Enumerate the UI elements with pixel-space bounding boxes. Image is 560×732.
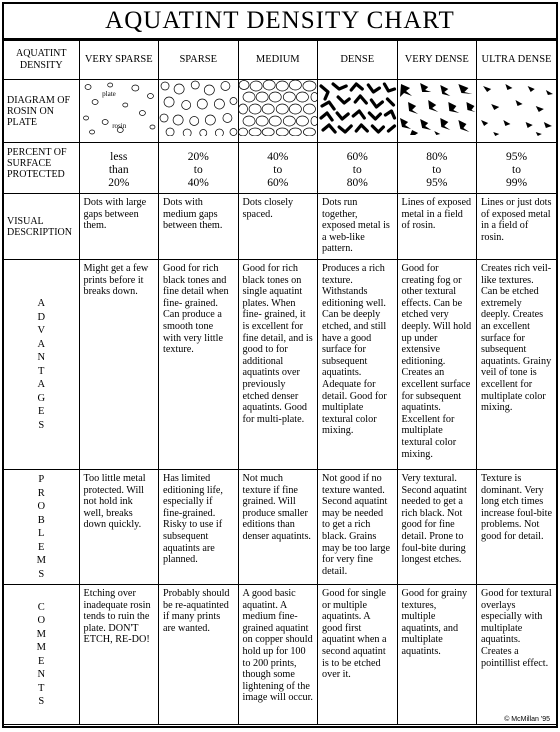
percent-text: 60% — [346, 151, 368, 163]
percent-text: 20% — [187, 151, 209, 163]
advantages-cell: Produces a rich texture. Withstands editioning well. Can be deeply etched, and still have a good surface for subsequent aquatints. Adequate for detail. Good for multiplate textural color mixing. — [318, 260, 398, 470]
col-header: MEDIUM — [238, 41, 318, 80]
comments-cell: Good for textural overlays especially with multiplate aquatints. Creates a pointillist effect. — [477, 585, 557, 725]
percent-text: 99% — [505, 177, 528, 189]
label-letter: D — [37, 311, 46, 323]
advantages-cell: Might get a few prints before it breaks down. — [79, 260, 159, 470]
advantages-cell: Good for rich black tones and fine detail when fine- grained. Can produce a smooth tone with very little texture. — [159, 260, 239, 470]
col-header: ULTRA DENSE — [477, 41, 557, 80]
medium-diagram — [239, 80, 318, 136]
diagram-row — [4, 80, 556, 143]
label-letter: A — [37, 298, 46, 309]
percent-cell — [318, 143, 398, 194]
chart-sheet — [2, 2, 558, 728]
comments-row — [4, 585, 556, 725]
col-header: VERY DENSE — [397, 41, 477, 80]
visual-cell: Dots run together, exposed metal is a web-like pattern. — [318, 194, 398, 260]
percent-text: 40% — [187, 177, 209, 189]
corner-label: AQUATINT DENSITY — [4, 41, 79, 80]
advantages-row — [4, 260, 556, 470]
very-dense-diagram — [398, 80, 477, 136]
label-letter: E — [38, 406, 45, 417]
percent-cell — [238, 143, 318, 194]
label-letter: N — [37, 669, 46, 680]
label-letter: S — [38, 419, 45, 431]
problems-cell: Has limited editioning life, especially if fine-grained. Risky to use if subsequent aquatints are planned. — [159, 470, 239, 585]
percent-text: to — [193, 164, 203, 176]
label-letter: M — [36, 642, 46, 653]
problems-cell: Not much texture if fine grained. Will produce smaller editions than denser aquatints. — [238, 470, 318, 585]
problems-cell: Very textural. Second aquatint needed to get a rich black. Not good for fine detail. Prone to foul-bite during longest etches. — [397, 470, 477, 585]
rosin-label: rosin — [111, 122, 126, 130]
percent-text: than — [108, 164, 129, 176]
problems-cell: Not good if no texture wanted. Second aquatint may be needed to get a rich black. Grains may be too large for very fine detail. — [318, 470, 398, 585]
advantages-cell: Creates rich veil-like textures. Can be etched extremely deeply. Creates an excellent surface for subsequent aquatints. Grainy veil of tone is excellent for multiplate color mixing. — [477, 260, 557, 470]
visual-cell: Dots closely spaced. — [238, 194, 318, 260]
problems-row — [4, 470, 556, 585]
diagram-cell — [318, 80, 398, 143]
percent-cell — [397, 143, 477, 194]
col-header: SPARSE — [159, 41, 239, 80]
label-letter: E — [38, 541, 45, 553]
credit-text: © McMillan '95 — [504, 716, 550, 723]
comments-cell: Probably should be re-aquatinted if many prints are wanted. — [159, 585, 239, 725]
percent-text: 95% — [426, 177, 448, 189]
percent-text: to — [352, 164, 362, 176]
comments-cell: A good basic aquatint. A medium fine-grained aquatint on copper should hold up for 100 to 200 prints, though some lightening of the image will occur. — [238, 585, 318, 725]
header-row — [4, 41, 556, 80]
very-sparse-diagram — [80, 80, 159, 136]
percent-text: to — [273, 164, 283, 176]
visual-cell: Dots with medium gaps between them. — [159, 194, 239, 260]
label-letter: G — [37, 392, 46, 404]
label-letter: A — [37, 338, 46, 350]
percent-text: 95% — [505, 151, 528, 163]
label-letter: C — [37, 601, 45, 613]
label-letter: N — [37, 352, 46, 363]
advantages-cell: Good for rich black tones on single aquatint plates. When fine- grained, it is excellent for fine detail, and is good to for additional aquatints over previously etched denser aquatints. Good for multi-plate. — [238, 260, 318, 470]
advantages-row-label — [4, 260, 79, 470]
visual-cell: Lines or just dots of exposed metal in a field of rosin. — [477, 194, 557, 260]
label-letter: M — [36, 555, 46, 566]
percent-text: 60% — [267, 177, 289, 189]
diagram-cell — [397, 80, 477, 143]
comments-cell: Etching over inadequate rosin tends to ruin the plate. DON'T ETCH, RE-DO! — [79, 585, 159, 725]
percent-text: to — [512, 164, 521, 176]
sparse-diagram — [159, 80, 238, 136]
percent-cell — [159, 143, 239, 194]
percent-text: to — [432, 164, 442, 176]
percent-cell — [477, 143, 557, 194]
problems-cell: Texture is dominant. Very long etch times increase foul-bite problems. Not good for detail. — [477, 470, 557, 585]
label-letter: T — [38, 365, 45, 377]
dense-diagram — [318, 80, 397, 136]
problems-cell: Too little metal protected. Will not hold ink well, breaks down quickly. — [79, 470, 159, 585]
percent-text: 80% — [346, 177, 368, 189]
label-letter: R — [37, 487, 45, 499]
problems-row-label — [4, 470, 79, 585]
density-table — [4, 40, 556, 725]
advantages-cell: Good for creating fog or other textural effects. Can be etched very deeply. Will hold up under extensive editioning. Creates an excellent surface for subsequent aquatints. Excellent for multiplate textural color mixing. — [397, 260, 477, 470]
label-letter: V — [37, 325, 46, 336]
label-letter: E — [38, 655, 45, 667]
diagram-cell — [79, 80, 159, 143]
percent-cell — [79, 143, 159, 194]
label-letter: M — [36, 628, 46, 640]
percent-text: 80% — [426, 151, 448, 163]
label-letter: S — [38, 696, 45, 707]
label-letter: P — [38, 474, 45, 485]
visual-row — [4, 194, 556, 260]
label-letter: L — [38, 528, 45, 539]
percent-row — [4, 143, 556, 194]
percent-text: 40% — [267, 151, 289, 163]
visual-cell: Dots with large gaps between them. — [79, 194, 159, 260]
col-header: VERY SPARSE — [79, 41, 159, 80]
diagram-row-label: DIAGRAM OF ROSIN ON PLATE — [4, 80, 79, 143]
diagram-cell — [477, 80, 557, 143]
comments-cell: Good for single or multiple aquatints. A good first aquatint when a second aquatint is to be etched over it. — [318, 585, 398, 725]
label-letter: A — [37, 379, 46, 390]
percent-text: less — [110, 151, 128, 163]
percent-row-label: PERCENT OF SURFACE PROTECTED — [4, 143, 79, 194]
label-letter: S — [38, 568, 45, 580]
comments-row-label — [4, 585, 79, 725]
label-letter: O — [37, 501, 46, 512]
col-header: DENSE — [318, 41, 398, 80]
label-letter: O — [37, 615, 46, 626]
diagram-cell — [238, 80, 318, 143]
plate-label: plate — [101, 90, 116, 98]
diagram-cell — [159, 80, 239, 143]
comments-cell: Good for grainy textures, multiple aquatints, and multiplate aquatints. — [397, 585, 477, 725]
visual-row-label: VISUAL DESCRIPTION — [4, 194, 79, 260]
visual-cell: Lines of exposed metal in a field of rosin. — [397, 194, 477, 260]
page-title: AQUATINT DENSITY CHART — [4, 4, 556, 40]
label-letter: T — [38, 682, 45, 694]
label-letter: B — [37, 514, 45, 526]
percent-text: 20% — [108, 177, 130, 189]
ultra-dense-diagram — [477, 80, 556, 136]
